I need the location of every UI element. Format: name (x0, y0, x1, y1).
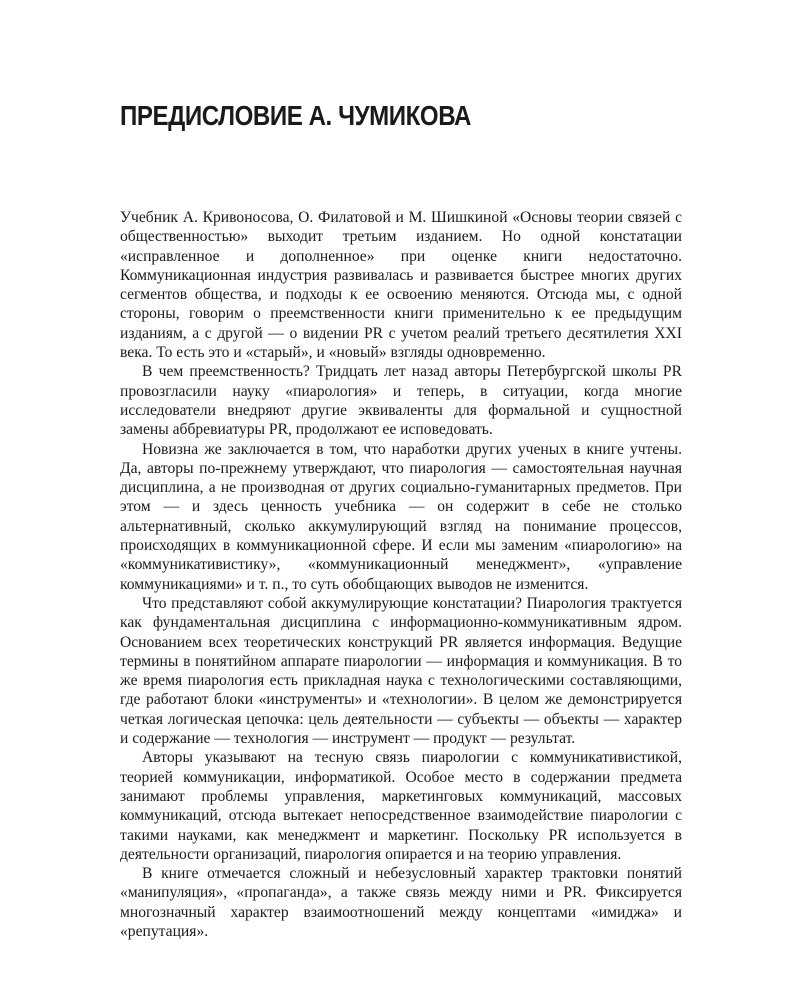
paragraph: В чем преемственность? Тридцать лет назад авторы Петербургской школы PR провозгласили науку «пиарология» и теперь, в ситуации, когда многие исследователи внедряют другие эквиваленты для формальной и сущностной замены аббревиатуры PR, продолжают ее исповедовать. (120, 363, 682, 439)
paragraph: Новизна же заключается в том, что наработки других ученых в книге учтены. Да, авторы по-прежнему утверждают, что пиарология — самостоятельная научная дисциплина, а не производная от других социально-гуманитарных предметов. При этом — и здесь ценность учебника — он содержит в себе не столько альтернативный, сколько аккумулирующий взгляд на понимание процессов, происходящих в коммуникационной сфере. И если мы заменим «пиарологию» на «коммуникативистику», «коммуникационный менеджмент», «управление коммуникациями» и т. п., то суть обобщающих выводов не изменится. (120, 440, 682, 593)
body-text (120, 208, 682, 941)
paragraph: Авторы указывают на тесную связь пиарологии с коммуникативистикой, теорией коммуникации, информатикой. Особое место в содержании предмета занимают проблемы управления, маркетинговых коммуникаций, массовых коммуникаций, отсюда вытекает непосредственное взаимодействие пиарологии с такими науками, как менеджмент и маркетинг. Поскольку PR используется в деятельности организаций, пиарология опирается и на теорию управления. (120, 749, 682, 863)
paragraph: Учебник А. Кривоносова, О. Филатовой и М. Шишкиной «Основы теории связей с общественностью» выходит третьим изданием. Но одной констатации «исправленное и дополненное» при оценке книги недостаточно. Коммуникационная индустрия развивалась и развивается быстрее многих других сегментов общества, и подходы к ее освоению меняются. Отсюда мы, с одной стороны, говорим о преемственности книги применительно к ее предыдущим изданиям, а с другой — о видении PR с учетом реалий третьего десятилетия XXI века. То есть это и «старый», и «новый» взгляды одновременно. (120, 209, 682, 362)
chapter-title: ПРЕДИСЛОВИЕ А. ЧУМИКОВА (120, 100, 471, 131)
paragraph: Что представляют собой аккумулирующие констатации? Пиарология трактуется как фундаментальная дисциплина с информационно-коммуникативным ядром. Основанием всех теоретических конструкций PR является информация. Ведущие термины в понятийном аппарате пиарологии — информация и коммуникация. В то же время пиарология есть прикладная наука с технологическими составляющими, где работают блоки «инструменты» и «технологии». В целом же демонстрируется четкая логическая цепочка: цель деятельности — субъекты — объекты — характер и содержание — технология — инструмент — продукт — результат. (120, 594, 682, 748)
paragraph: В книге отмечается сложный и небезусловный характер трактовки понятий «манипуляция», «пропаганда», а также связь между ними и PR. Фиксируется многозначный характер взаимоотношений между концептами «имиджа» и «репутация». (120, 865, 682, 940)
